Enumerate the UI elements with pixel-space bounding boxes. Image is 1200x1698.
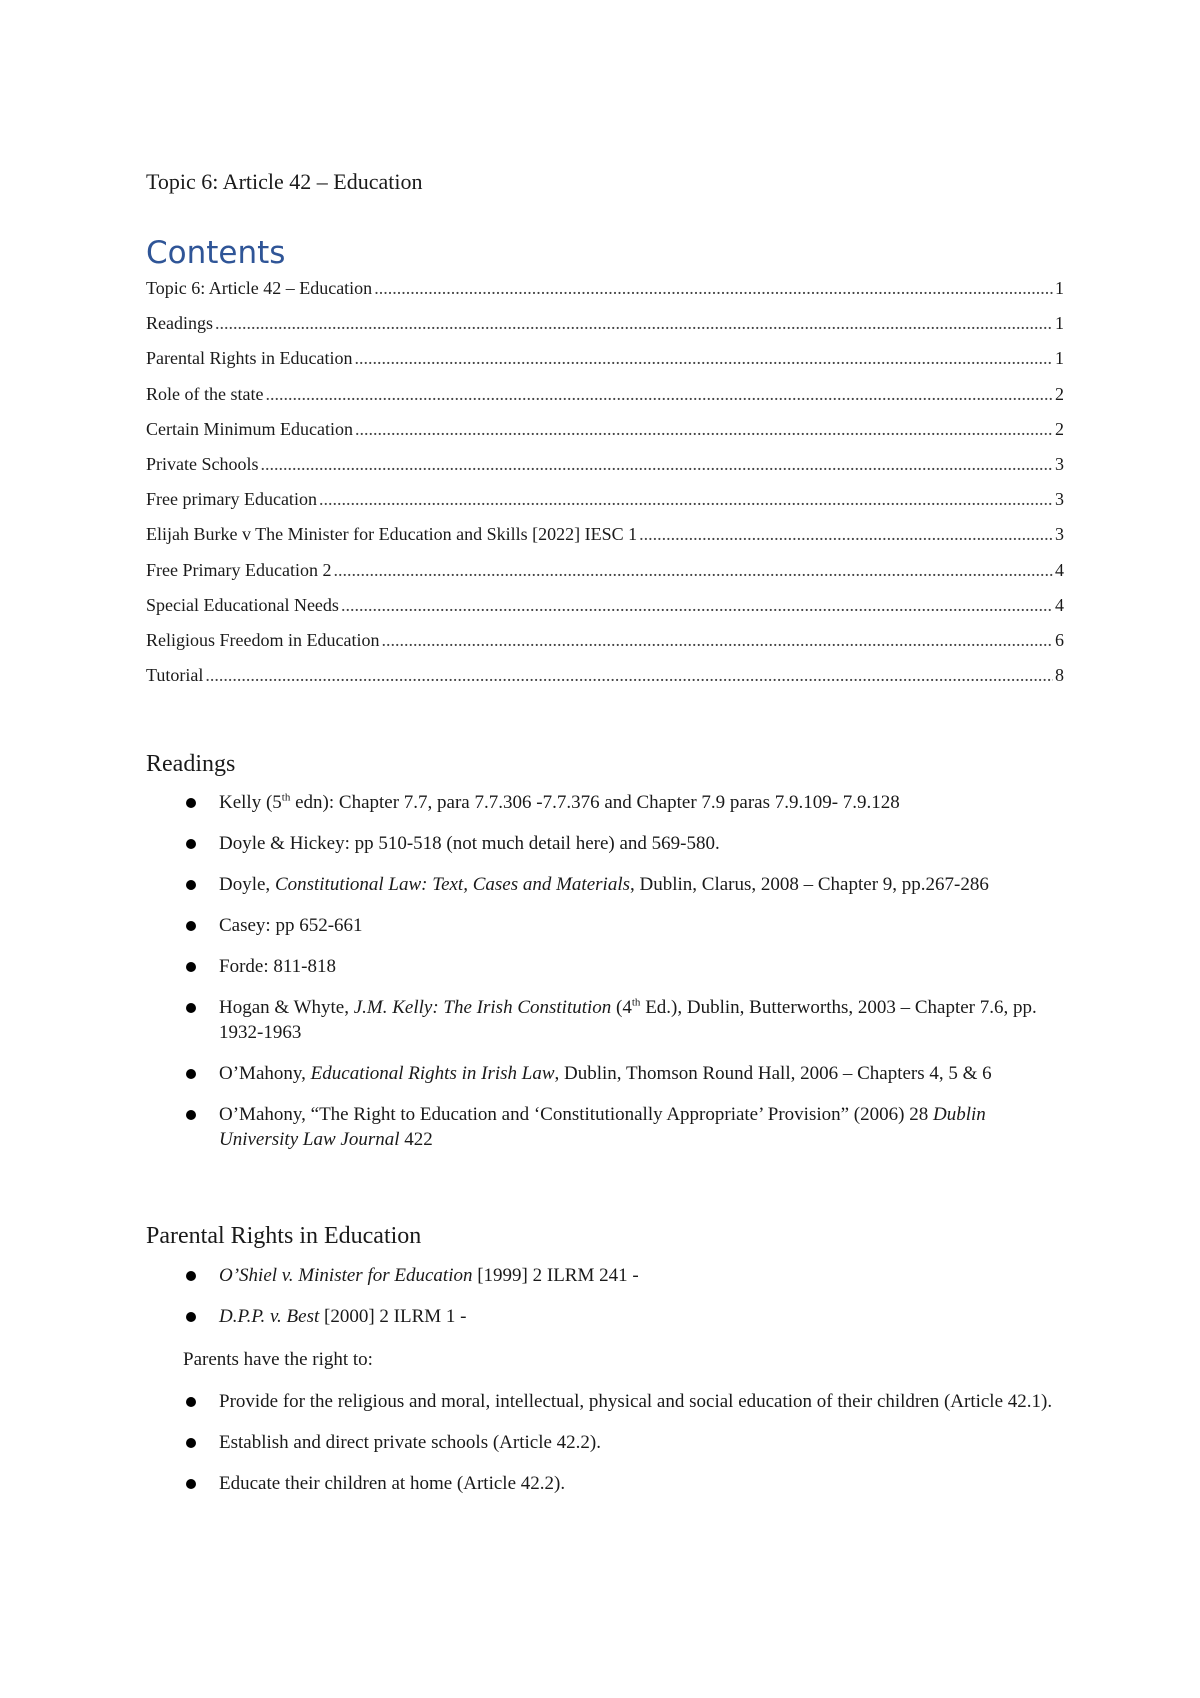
toc-entry[interactable] [146, 417, 1064, 452]
toc-entry[interactable] [146, 346, 1064, 381]
bullet-icon [186, 1069, 196, 1079]
toc-leader-dots [261, 452, 1054, 476]
toc-leader-dots [374, 276, 1053, 300]
bullet-icon [186, 1438, 196, 1448]
document-title: Topic 6: Article 42 – Education [146, 169, 423, 194]
toc-entry[interactable] [146, 558, 1064, 593]
toc-entry-page: 1 [1055, 348, 1064, 369]
toc-entry-title: Free primary Education [146, 489, 317, 510]
contents-heading: Contents [146, 235, 286, 271]
toc-entry-title: Religious Freedom in Education [146, 629, 380, 650]
toc-entry-page: 1 [1055, 313, 1064, 334]
toc-entry-title: Elijah Burke v The Minister for Education and Skills [2022] IESC 1 [146, 524, 638, 545]
toc-entry-title: Readings [146, 313, 213, 334]
toc-entry-title: Free Primary Education 2 [146, 559, 332, 580]
bullet-icon [186, 798, 196, 808]
toc-leader-dots [215, 311, 1053, 335]
parental-rights-list [146, 1389, 1064, 1496]
toc-leader-dots [265, 382, 1053, 406]
parental-cases-list [146, 1263, 1064, 1329]
toc-entry-title: Certain Minimum Education [146, 418, 353, 439]
list-item: D.P.P. v. Best [2000] 2 ILRM 1 - [146, 1304, 1064, 1329]
list-item: Doyle, Constitutional Law: Text, Cases and Materials, Dublin, Clarus, 2008 – Chapter 9, pp.267-286 [146, 872, 1064, 897]
toc-entry-page: 4 [1055, 594, 1064, 615]
toc-leader-dots [639, 522, 1053, 546]
toc-entry[interactable] [146, 522, 1064, 557]
toc-leader-dots [319, 487, 1053, 511]
toc-leader-dots [381, 628, 1053, 652]
toc-entry[interactable] [146, 382, 1064, 417]
parental-rights-heading: Parental Rights in Education [146, 1223, 422, 1249]
toc-leader-dots [355, 417, 1053, 441]
list-item: Establish and direct private schools (Article 42.2). [146, 1430, 1064, 1455]
list-item: O’Shiel v. Minister for Education [1999] 2 ILRM 241 - [146, 1263, 1064, 1288]
toc-entry-page: 3 [1055, 453, 1064, 474]
list-item: O’Mahony, Educational Rights in Irish Law, Dublin, Thomson Round Hall, 2006 – Chapters 4, 5 & 6 [146, 1061, 1064, 1086]
toc-leader-dots [354, 346, 1053, 370]
readings-heading: Readings [146, 751, 236, 777]
toc-entry[interactable] [146, 487, 1064, 522]
toc-entry-title: Parental Rights in Education [146, 348, 353, 369]
toc-entry-page: 8 [1055, 665, 1064, 686]
toc-entry-title: Role of the state [146, 383, 264, 404]
bullet-icon [186, 1397, 196, 1407]
toc-entry-page: 4 [1055, 559, 1064, 580]
bullet-icon [186, 962, 196, 972]
toc-entry-page: 3 [1055, 489, 1064, 510]
toc-leader-dots [205, 663, 1053, 687]
bullet-icon [186, 839, 196, 849]
toc-leader-dots [333, 558, 1053, 582]
bullet-icon [186, 1271, 196, 1281]
bullet-icon [186, 1110, 196, 1120]
toc-entry-title: Private Schools [146, 453, 259, 474]
list-item: Forde: 811-818 [146, 954, 1064, 979]
bullet-icon [186, 1312, 196, 1322]
bullet-icon [186, 921, 196, 931]
toc-entry[interactable] [146, 628, 1064, 663]
toc-leader-dots [341, 593, 1053, 617]
toc-entry-page: 2 [1055, 418, 1064, 439]
bullet-icon [186, 880, 196, 890]
toc-entry[interactable] [146, 311, 1064, 346]
list-item: O’Mahony, “The Right to Education and ‘Constitutionally Appropriate’ Provision” (2006) 28 Dublin University Law Journal 422 [146, 1102, 1064, 1152]
list-item: Hogan & Whyte, J.M. Kelly: The Irish Constitution (4th Ed.), Dublin, Butterworths, 2003 – Chapter 7.6, pp. 1932-1963 [146, 995, 1064, 1045]
toc-entry-title: Tutorial [146, 665, 204, 686]
table-of-contents [146, 276, 1064, 698]
toc-entry-page: 2 [1055, 383, 1064, 404]
list-item: Kelly (5th edn): Chapter 7.7, para 7.7.306 -7.7.376 and Chapter 7.9 paras 7.9.109- 7.9.128 [146, 790, 1064, 815]
toc-entry-title: Special Educational Needs [146, 594, 339, 615]
readings-list [146, 790, 1064, 1152]
toc-entry-page: 6 [1055, 629, 1064, 650]
bullet-icon [186, 1003, 196, 1013]
toc-entry[interactable] [146, 452, 1064, 487]
toc-entry[interactable] [146, 663, 1064, 698]
bullet-icon [186, 1479, 196, 1489]
toc-entry[interactable] [146, 593, 1064, 628]
toc-entry-title: Topic 6: Article 42 – Education [146, 278, 373, 298]
list-item: Casey: pp 652-661 [146, 913, 1064, 938]
toc-entry[interactable] [146, 276, 1064, 311]
list-item: Provide for the religious and moral, intellectual, physical and social education of their children (Article 42.1). [146, 1389, 1064, 1414]
parental-rights-intro: Parents have the right to: [183, 1349, 373, 1370]
toc-entry-page: 3 [1055, 524, 1064, 545]
list-item: Educate their children at home (Article 42.2). [146, 1471, 1064, 1496]
toc-entry-page: 1 [1055, 278, 1064, 298]
list-item: Doyle & Hickey: pp 510-518 (not much detail here) and 569-580. [146, 831, 1064, 856]
